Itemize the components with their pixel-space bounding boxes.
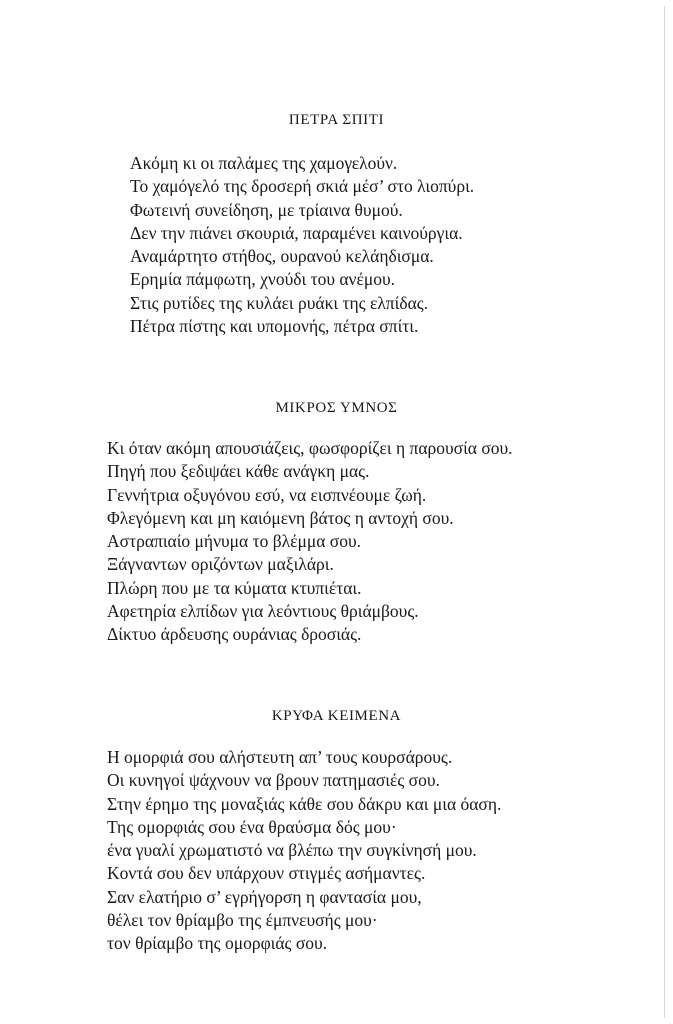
poem-line: Κι όταν ακόμη απουσιάζεις, φωσφορίζει η παρουσία σου. — [107, 438, 513, 458]
poem-lines — [107, 437, 513, 647]
poem-line: Γεννήτρια οξυγόνου εσύ, να εισπνέουμε ζωή. — [107, 484, 427, 505]
poem-line: Κοντά σου δεν υπάρχουν στιγμές ασήμαντες. — [107, 863, 426, 884]
poem-line: Φλεγόμενη και μη καιόμενη βάτος η αντοχή σου. — [107, 507, 454, 528]
poem-line: Δίκτυο άρδευσης ουράνιας δροσιάς. — [107, 624, 362, 645]
poem-line: ένα γυαλί χρωματιστό να βλέπω την συγκίνησή μου. — [107, 840, 477, 861]
poem-title: ΜΙΚΡΟΣ ΥΜΝΟΣ — [275, 400, 398, 416]
poem-line: θέλει τον θρίαμβο της έμπνευσής μου· — [107, 910, 378, 931]
poem-line: τον θρίαμβο της ομορφιάς σου. — [107, 933, 328, 954]
poem-line: Πλώρη που με τα κύματα κτυπιέται. — [107, 577, 362, 598]
poem-lines — [130, 152, 474, 338]
poem-line: Πέτρα πίστης και υπομονής, πέτρα σπίτι. — [130, 316, 419, 337]
poem-line: Φωτεινή συνείδηση, με τρίαινα θυμού. — [130, 199, 403, 220]
poem-line: Στην έρημο της μοναξιάς κάθε σου δάκρυ και μια όαση. — [107, 793, 502, 814]
poem-line: Πηγή που ξεδιψάει κάθε ανάγκη μας. — [107, 461, 370, 482]
poem-title: ΚΡΥΦΑ ΚΕΙΜΕΝΑ — [271, 708, 402, 724]
poem-line: Αστραπιαίο μήνυμα το βλέμμα σου. — [107, 531, 362, 552]
poem-line: Στις ρυτίδες της κυλάει ρυάκι της ελπίδας. — [130, 292, 429, 313]
poem-line: Αφετηρία ελπίδων για λεόντιους θριάμβους. — [107, 601, 419, 622]
poem-line: Ακόμη κι οι παλάμες της χαμογελούν. — [130, 153, 398, 173]
poem-line: Αναμάρτητο στήθος, ουρανού κελάηδισμα. — [130, 246, 434, 267]
poem-lines — [107, 746, 501, 956]
poem-line: Η ομορφιά σου αλήστευτη απ’ τους κουρσάρους. — [107, 747, 453, 767]
poem-line: Σαν ελατήριο σ’ εγρήγορση η φαντασία μου, — [107, 886, 422, 907]
poem-line: Οι κυνηγοί ψάχνουν να βρουν πατημασιές σου. — [107, 770, 440, 791]
poem-line: Ξάγναντων οριζόντων μαξιλάρι. — [107, 554, 334, 575]
poem-title: ΠΕΤΡΑ ΣΠΙΤΙ — [288, 112, 385, 128]
poem-line: Ερημία πάμφωτη, χνούδι του ανέμου. — [130, 269, 395, 290]
page-edge — [664, 6, 665, 1018]
poem-line: Της ομορφιάς σου ένα θραύσμα δός μου· — [107, 816, 397, 837]
poem-line: Το χαμόγελό της δροσερή σκιά μέσ’ στο λιοπύρι. — [130, 176, 475, 197]
poem-line: Δεν την πιάνει σκουριά, παραμένει καινούργια. — [130, 222, 463, 243]
